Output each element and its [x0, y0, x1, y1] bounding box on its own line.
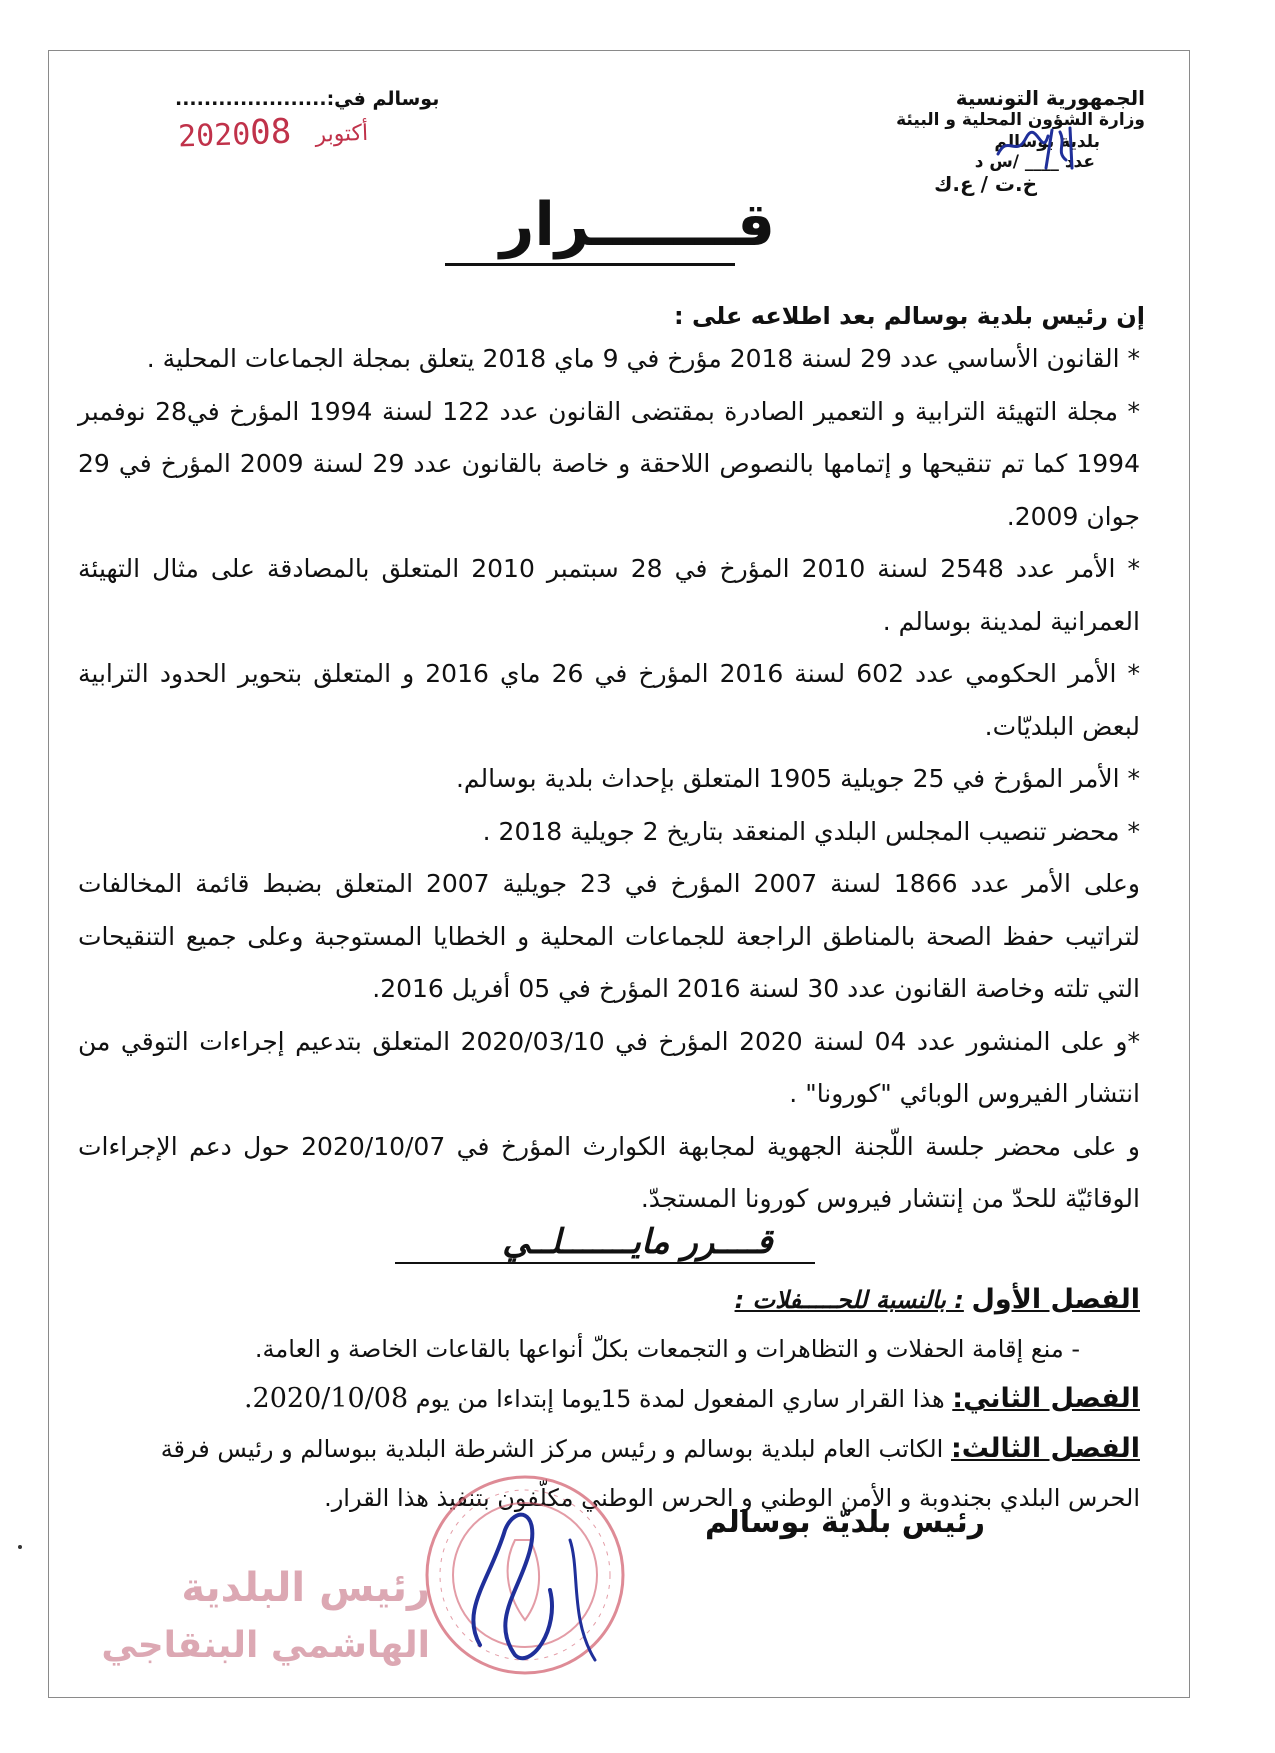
preamble-paragraph: * القانون الأساسي عدد 29 لسنة 2018 مؤرخ في 9 ماي 2018 يتعلق بمجلة الجماعات المحلية .: [146, 344, 1140, 373]
decision-underline: [395, 1262, 815, 1264]
intro-line: إن رئيس بلدية بوسالم بعد اطلاعه على :: [674, 302, 1145, 330]
article-2: [110, 1374, 1140, 1424]
margin-dot: [18, 1545, 22, 1549]
place-date-label: بوسالم في:.....................: [175, 88, 440, 110]
header-ministry: وزارة الشؤون المحلية و البيئة: [896, 110, 1145, 130]
ink-scribble-icon: [990, 124, 1080, 172]
article-3-text: الكاتب العام لبلدية بوسالم و رئيس مركز الشرطة البلدية ببوسالم و رئيس فرقة الحرس البلدي بجندوبة و الأمن الوطني و الحرس الوطني مكلّفون بتنفيذ هذا القرار.: [160, 1435, 1140, 1512]
article-2-title: الفصل الثاني:: [952, 1383, 1140, 1414]
signature-title: رئيس بلديّة بوسالم: [704, 1505, 985, 1540]
preamble-paragraph: * الأمر عدد 2548 لسنة 2010 المؤرخ في 28 سبتمبر 2010 المتعلق بالمصادقة على مثال التهيئة العمرانية لمدينة بوسالم .: [78, 554, 1140, 636]
date-stamp-day: 08: [249, 111, 292, 153]
preamble-paragraph: وعلى الأمر عدد 1866 لسنة 2007 المؤرخ في 23 جويلية 2007 المتعلق بضبط قائمة المخالفات لتراتيب حفظ الصحة بالمناطق الراجعة للجماعات المحلية و الخطايا المستوجبة وعلى جميع التنقيحات التي تلته وخاصة القانون عدد 30 لسنة 2016 المؤرخ في 05 أفريل 2016.: [78, 869, 1140, 1003]
date-stamp: [177, 109, 378, 156]
date-stamp-year: 2020: [177, 116, 251, 155]
article-1-subtitle: : بالنسبة للحـــــفلات :: [734, 1286, 964, 1314]
header-office-code: خ.ت / ع.ك: [934, 172, 1037, 196]
article-1-text: - منع إقامة الحفلات و التظاهرات و التجمعات بكلّ أنواعها بالقاعات الخاصة و العامة.: [254, 1335, 1080, 1363]
article-3-title: الفصل الثالث:: [951, 1433, 1140, 1464]
document-title: قـــــــرار: [499, 190, 776, 260]
preamble-paragraph: و على محضر جلسة اللّجنة الجهوية لمجابهة الكوارث المؤرخ في 2020/10/07 حول دعم الإجراءات الوقائيّة للحدّ من إنتشار فيروس كورونا المستجدّ.: [78, 1131, 1140, 1213]
preamble-paragraph: *و على المنشور عدد 04 لسنة 2020 المؤرخ في 2020/03/10 المتعلق بتدعيم إجراءات التوقي من انتشار الفيروس الوبائي "كورونا" .: [78, 1026, 1140, 1108]
article-1-heading: [110, 1275, 1140, 1325]
header-republic: الجمهورية التونسية: [955, 86, 1145, 110]
decision-heading: قــــرر مايـــــــلــي: [502, 1222, 773, 1262]
header-number-label: عدد ____ /س د: [974, 152, 1095, 172]
article-2-date: 2020/10/08.: [243, 1383, 409, 1414]
stamp-mayor-title: رئيس البلدية: [181, 1565, 430, 1611]
official-seal-icon: [420, 1470, 630, 1680]
title-underline: [445, 263, 735, 266]
article-2-text: هذا القرار ساري المفعول لمدة 15يوما إبتداءا من يوم: [415, 1385, 945, 1413]
preamble-body: [78, 333, 1140, 1226]
date-stamp-month: أكتوبر: [314, 120, 369, 148]
preamble-paragraph: * الأمر الحكومي عدد 602 لسنة 2016 المؤرخ في 26 ماي 2016 و المتعلق بتحوير الحدود الترابية لبعض البلديّات.: [78, 659, 1140, 741]
stamp-mayor-name: الهاشمي البنقاجي: [101, 1625, 430, 1666]
header-municipality: بلدية بوسالم: [994, 132, 1100, 152]
article-1-title: الفصل الأول: [971, 1284, 1140, 1315]
preamble-paragraph: * مجلة التهيئة الترابية و التعمير الصادرة بمقتضى القانون عدد 122 لسنة 1994 المؤرخ في28 نوفمبر 1994 كما تم تنقيحها و إتمامها بالنصوص اللاحقة و خاصة بالقانون عدد 29 لسنة 2009 المؤرخ في 29 جوان 2009.: [78, 396, 1140, 531]
preamble-paragraph: * محضر تنصيب المجلس البلدي المنعقد بتاريخ 2 جويلية 2018 .: [482, 816, 1140, 846]
preamble-paragraph: * الأمر المؤرخ في 25 جويلية 1905 المتعلق بإحداث بلدية بوسالم.: [455, 764, 1140, 793]
